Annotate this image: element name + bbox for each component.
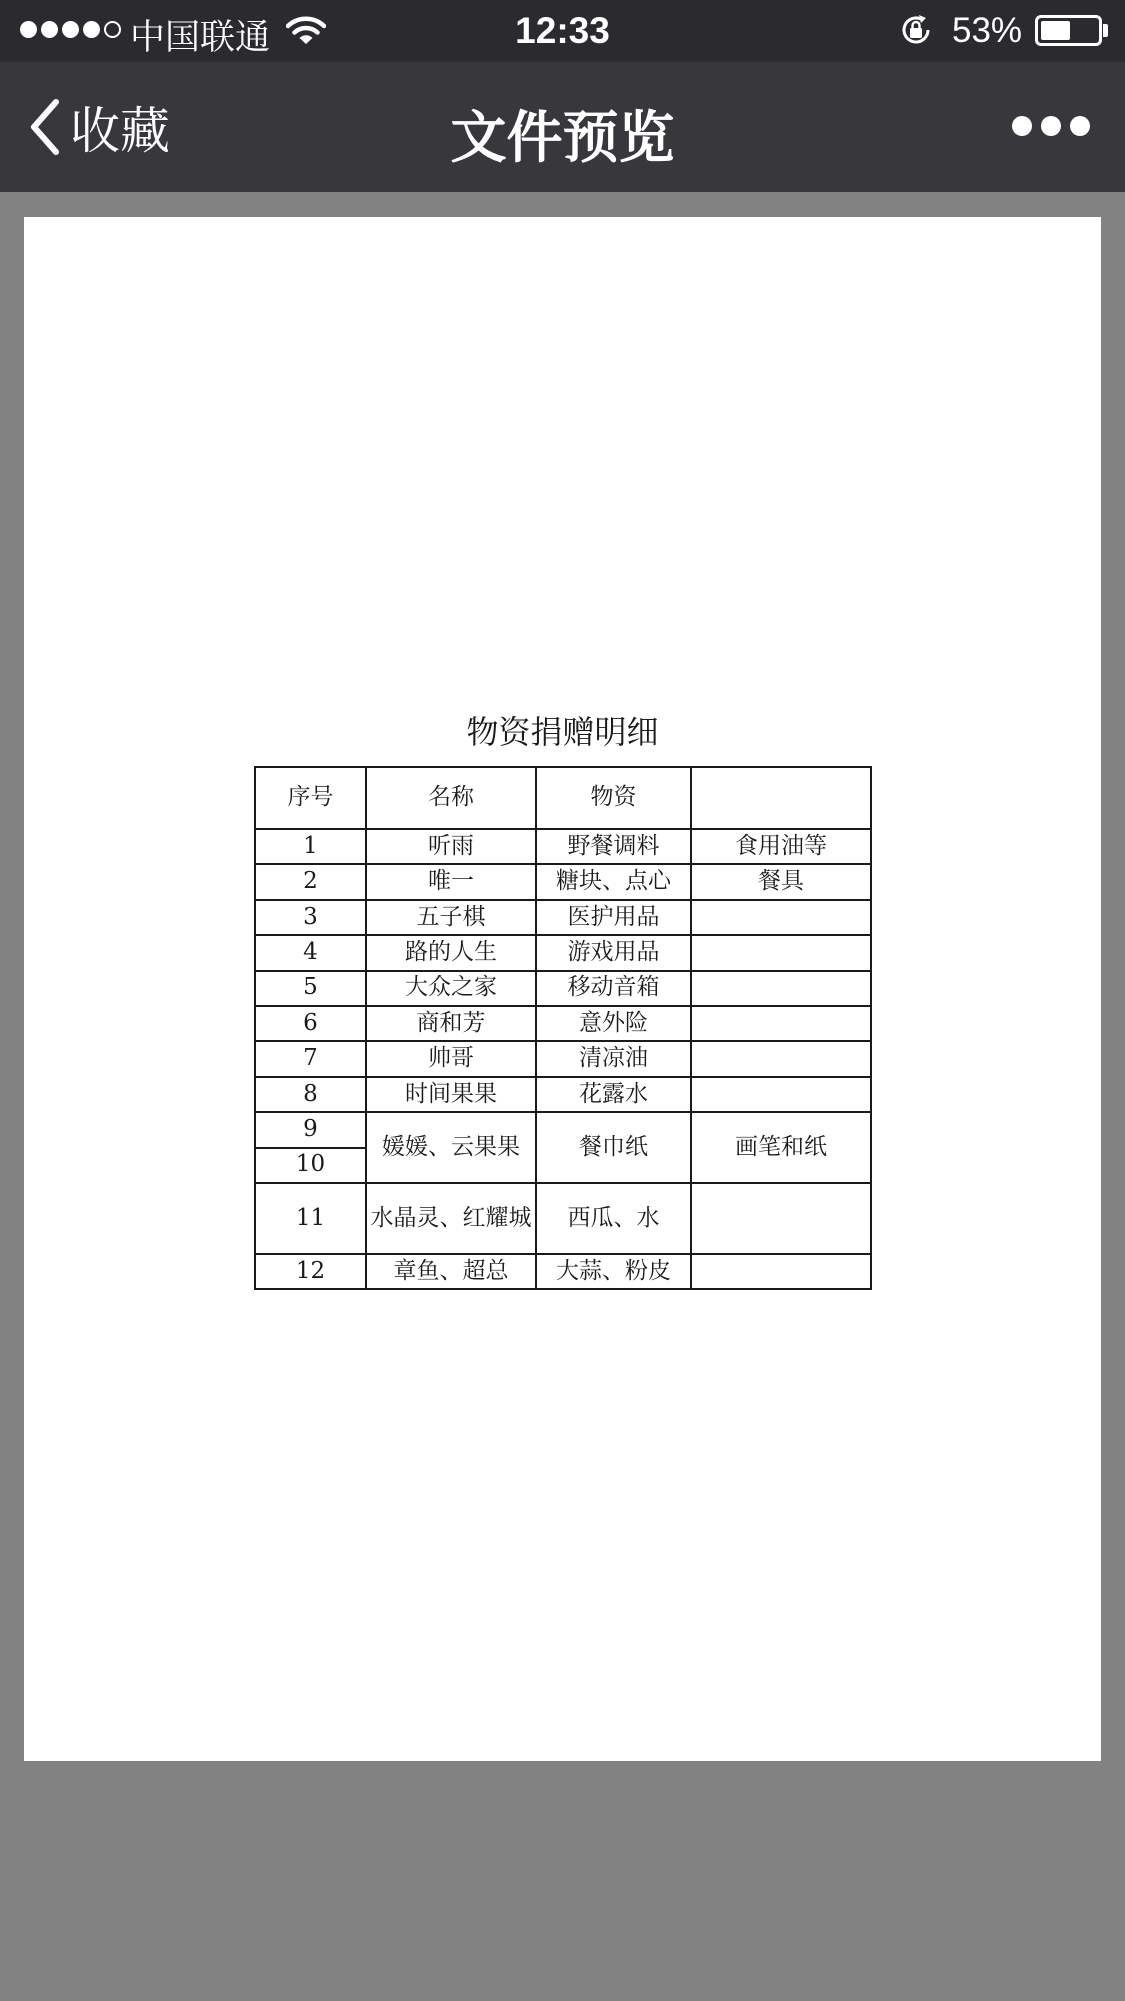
- table-cell-number: 7: [255, 1041, 366, 1076]
- battery-level-fill: [1041, 21, 1070, 40]
- table-cell-name: 五子棋: [366, 900, 536, 935]
- table-cell-name: 唯一: [366, 864, 536, 899]
- table-header-row: [255, 767, 871, 829]
- table-cell-extra-merged: 画笔和纸: [691, 1112, 871, 1183]
- table-cell-number: 10: [255, 1148, 366, 1183]
- table-cell-number: 9: [255, 1112, 366, 1147]
- table-cell-number: 11: [255, 1183, 366, 1254]
- table-cell-name: 大众之家: [366, 971, 536, 1006]
- table-cell-extra: [691, 900, 871, 935]
- table-cell-goods: 意外险: [536, 1006, 691, 1041]
- table-cell-name: 章鱼、超总: [366, 1254, 536, 1289]
- header-cell-number: 序号: [255, 767, 366, 829]
- table-cell-name-merged: 媛媛、云果果: [366, 1112, 536, 1183]
- more-dots-icon: [1070, 116, 1090, 136]
- battery-icon: [1035, 15, 1102, 46]
- table-cell-goods-merged: 餐巾纸: [536, 1112, 691, 1183]
- table-cell-name: 路的人生: [366, 935, 536, 970]
- table-cell-extra: 食用油等: [691, 829, 871, 864]
- table-cell-extra: 餐具: [691, 864, 871, 899]
- status-bar: [0, 0, 1125, 62]
- status-time: 12:33: [515, 10, 610, 51]
- table-cell-goods: 游戏用品: [536, 935, 691, 970]
- rotation-lock-icon: [898, 12, 934, 48]
- table-cell-extra: [691, 1254, 871, 1289]
- header-cell-extra: [691, 767, 871, 829]
- table-cell-number: 12: [255, 1254, 366, 1289]
- donation-table: [254, 766, 872, 1290]
- table-cell-name: 时间果果: [366, 1077, 536, 1112]
- document-title: 物资捐赠明细: [466, 713, 659, 751]
- table-cell-goods: 西瓜、水: [536, 1183, 691, 1254]
- table-cell-number: 5: [255, 971, 366, 1006]
- table-row: [255, 864, 871, 899]
- battery-cap: [1103, 24, 1108, 37]
- back-button-label: 收藏: [70, 102, 170, 160]
- table-row: [255, 1041, 871, 1076]
- table-cell-number: 8: [255, 1077, 366, 1112]
- table-cell-extra: [691, 971, 871, 1006]
- header-cell-goods: 物资: [536, 767, 691, 829]
- table-cell-goods: 大蒜、粉皮: [536, 1254, 691, 1289]
- table-row: [255, 1112, 871, 1147]
- table-row: [255, 829, 871, 864]
- table-cell-goods: 糖块、点心: [536, 864, 691, 899]
- navigation-bar: [0, 62, 1125, 192]
- table-cell-extra: [691, 935, 871, 970]
- table-cell-goods: 医护用品: [536, 900, 691, 935]
- table-row: [255, 935, 871, 970]
- table-row: [255, 900, 871, 935]
- table-cell-extra: [691, 1006, 871, 1041]
- table-cell-goods: 清凉油: [536, 1041, 691, 1076]
- more-dots-icon: [1012, 116, 1032, 136]
- table-row: [255, 1254, 871, 1289]
- table-row: [255, 971, 871, 1006]
- table-cell-goods: 花露水: [536, 1077, 691, 1112]
- table-cell-name: 帅哥: [366, 1041, 536, 1076]
- carrier-name: 中国联通: [130, 18, 271, 58]
- table-cell-extra: [691, 1077, 871, 1112]
- table-cell-goods: 野餐调料: [536, 829, 691, 864]
- table-cell-number: 6: [255, 1006, 366, 1041]
- table-row: [255, 1077, 871, 1112]
- table-cell-number: 4: [255, 935, 366, 970]
- table-cell-number: 3: [255, 900, 366, 935]
- header-cell-name: 名称: [366, 767, 536, 829]
- page-title: 文件预览: [450, 106, 675, 171]
- table-cell-name: 听雨: [366, 829, 536, 864]
- table-cell-extra: [691, 1183, 871, 1254]
- table-row: [255, 1183, 871, 1254]
- table-row: [255, 1006, 871, 1041]
- table-cell-name: 商和芳: [366, 1006, 536, 1041]
- more-dots-icon: [1041, 116, 1061, 136]
- table-cell-number: 1: [255, 829, 366, 864]
- more-options-button[interactable]: [1012, 110, 1090, 142]
- table-cell-name: 水晶灵、红耀城: [366, 1183, 536, 1254]
- table-cell-goods: 移动音箱: [536, 971, 691, 1006]
- table-cell-number: 2: [255, 864, 366, 899]
- document-page[interactable]: [24, 217, 1101, 1761]
- table-cell-extra: [691, 1041, 871, 1076]
- viewer-background: [0, 1761, 1125, 2001]
- battery-percentage: 53%: [952, 11, 1023, 50]
